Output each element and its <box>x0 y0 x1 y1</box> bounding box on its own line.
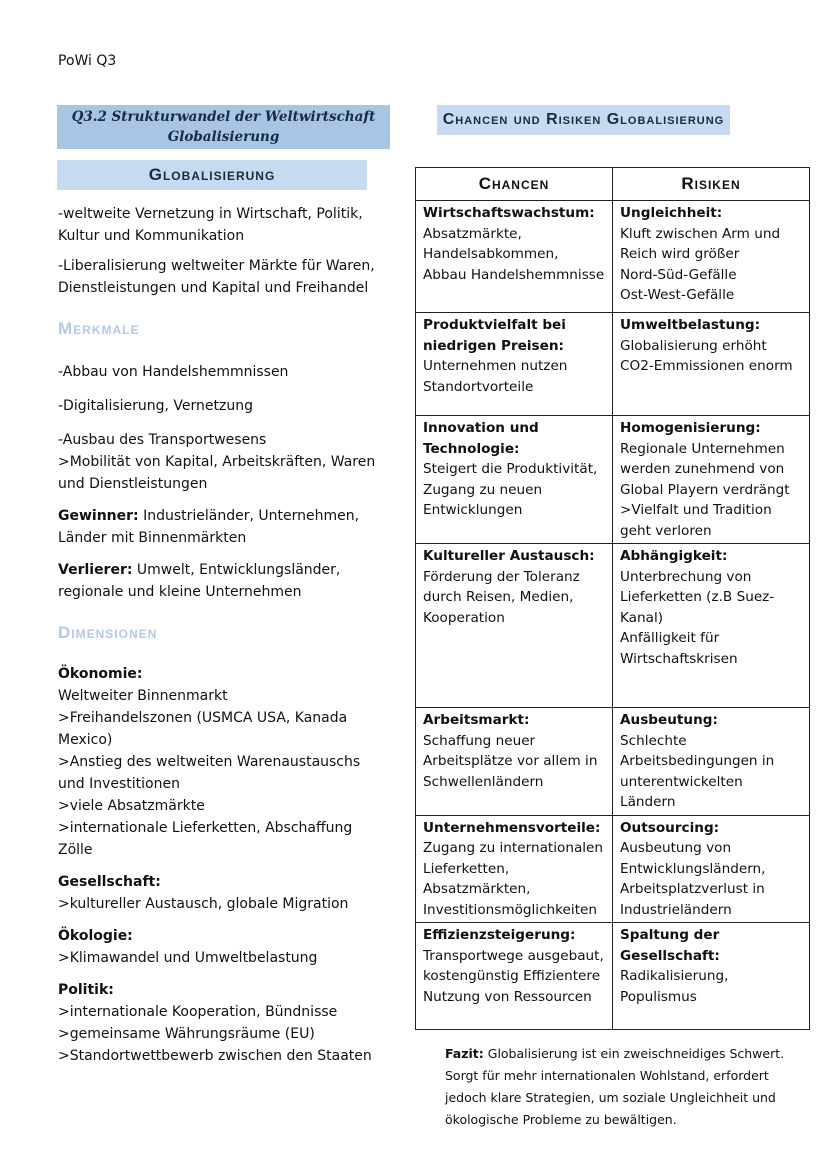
risk-cell <box>613 313 810 416</box>
risk-cell <box>613 201 810 313</box>
chance-title: Effizienzsteigerung: <box>423 927 576 943</box>
chance-text: Transportwege ausgebaut, kostengünstig Effizientere Nutzung von Ressourcen <box>423 947 604 1005</box>
chance-title: Unternehmensvorteile: <box>423 819 601 836</box>
main-title-box <box>57 105 390 149</box>
chance-text: Unternehmen nutzen Standortvorteile <box>423 358 568 395</box>
fazit-label: Fazit: <box>445 1046 484 1061</box>
risk-title: Ausbeutung: <box>620 712 718 728</box>
fazit-text: Globalisierung ist ein zweischneidiges Schwert. Sorgt für mehr internationalen Wohlstand, erfordert jedoch klare Strategien, um soziale Ungleichheit und ökologische Probleme zu bewältigen. <box>445 1046 785 1127</box>
chance-title: Arbeitsmarkt: <box>423 712 530 728</box>
risk-cell <box>613 416 810 544</box>
risk-cell <box>613 708 810 816</box>
dimension-line: >Standortwettbewerb zwischen den Staaten <box>58 1048 372 1064</box>
chance-cell <box>416 815 613 923</box>
left-column <box>58 203 388 1077</box>
table-row <box>416 923 810 1030</box>
chance-title: Produktvielfalt bei niedrigen Preisen: <box>423 317 566 354</box>
dimension-line: >viele Absatzmärkte <box>58 798 205 814</box>
risk-title: Outsourcing: <box>620 819 720 836</box>
chance-cell <box>416 923 613 1030</box>
risk-cell <box>613 544 810 708</box>
risk-text: Ausbeutung von Entwicklungsländern, Arbeitsplatzverlust in Industrieländern <box>620 840 766 918</box>
risk-text: Unterbrechung von Lieferketten (z.B Suez-Kanal) Anfälligkeit für Wirtschaftskrisen <box>620 568 775 667</box>
chance-cell <box>416 416 613 544</box>
dimension-line: >Freihandelszonen (USMCA USA, Kanada Mexico) <box>58 710 348 748</box>
dimension-block <box>58 663 388 861</box>
dimension-line: >gemeinsame Währungsräume (EU) <box>58 1026 315 1042</box>
gewinner-paragraph <box>58 505 388 549</box>
chance-cell <box>416 544 613 708</box>
dimension-label: Ökonomie: <box>58 666 143 682</box>
risk-title: Homogenisierung: <box>620 420 761 436</box>
risk-text: Radikalisierung, Populismus <box>620 968 729 1005</box>
risk-text: Regionale Unternehmen werden zunehmend von Global Playern verdrängt >Vielfalt und Tradition geht verloren <box>620 440 790 539</box>
chance-title: Wirtschaftswachstum: <box>423 205 595 221</box>
merkmal-item: >Mobilität von Kapital, Arbeitskräften, Waren und Dienstleistungen <box>58 454 376 492</box>
intro-paragraph: -Liberalisierung weltweiter Märkte für Waren, Dienstleistungen und Kapital und Freihandel <box>58 258 375 296</box>
merkmale-heading: Merkmale <box>58 319 140 338</box>
dimension-line: >internationale Kooperation, Bündnisse <box>58 1004 338 1020</box>
merkmal-item: -Abbau von Handelshemmnissen <box>58 364 289 380</box>
verlierer-text: Umwelt, Entwicklungsländer, regionale und kleine Unternehmen <box>58 562 341 600</box>
section-heading: Globalisierung <box>57 160 367 190</box>
chance-text: Zugang zu internationalen Lieferketten, Absatzmärkten, Investitionsmöglichkeiten <box>423 840 604 918</box>
chances-risks-table <box>415 167 810 1030</box>
verlierer-paragraph <box>58 559 388 603</box>
dimension-block <box>58 871 388 915</box>
chance-text: Absatzmärkte, Handelsabkommen, Abbau Handelshemmnisse <box>423 225 605 283</box>
risk-text: Schlechte Arbeitsbedingungen in unterentwickelten Ländern <box>620 732 775 810</box>
chance-text: Steigert die Produktivität, Zugang zu neuen Entwicklungen <box>423 461 598 518</box>
dimension-line: Weltweiter Binnenmarkt <box>58 688 228 704</box>
table-row <box>416 313 810 416</box>
table-row <box>416 544 810 708</box>
fazit <box>445 1043 785 1131</box>
page-header: PoWi Q3 <box>58 53 117 69</box>
dimension-block <box>58 925 388 969</box>
chance-title: Kultureller Austausch: <box>423 548 595 564</box>
table-row <box>416 416 810 544</box>
chance-text: Förderung der Toleranz durch Reisen, Medien, Kooperation <box>423 568 580 626</box>
column-header-risiken: Risiken <box>613 168 810 201</box>
table-title: Chancen und Risiken Globalisierung <box>437 105 730 135</box>
chance-cell <box>416 313 613 416</box>
risk-title: Abhängigkeit: <box>620 548 728 564</box>
table-row <box>416 708 810 816</box>
main-subtitle: Globalisierung <box>167 129 280 145</box>
risk-title: Spaltung der Gesellschaft: <box>620 927 720 964</box>
gewinner-label: Gewinner: <box>58 508 139 524</box>
gewinner-text: Industrieländer, Unternehmen, Länder mit Binnenmärkten <box>58 508 360 546</box>
table-row <box>416 815 810 923</box>
dimensions-list <box>58 663 388 1067</box>
merkmal-item: -Ausbau des Transportwesens <box>58 432 267 448</box>
risk-cell <box>613 815 810 923</box>
table-row <box>416 201 810 313</box>
dimension-label: Gesellschaft: <box>58 874 161 890</box>
risk-text: Kluft zwischen Arm und Reich wird größer Nord-Süd-Gefälle Ost-West-Gefälle <box>620 225 781 303</box>
dimension-label: Ökologie: <box>58 928 133 944</box>
chance-cell <box>416 201 613 313</box>
chance-text: Schaffung neuer Arbeitsplätze vor allem in Schwellenländern <box>423 732 598 790</box>
dimension-line: >kultureller Austausch, globale Migration <box>58 896 349 912</box>
chance-title: Innovation und Technologie: <box>423 420 539 457</box>
dimension-line: >Anstieg des weltweiten Warenaustauschs und Investitionen <box>58 754 361 792</box>
intro-paragraph: -weltweite Vernetzung in Wirtschaft, Politik, Kultur und Kommunikation <box>58 206 363 244</box>
dimensionen-heading: Dimensionen <box>58 623 158 642</box>
dimension-line: >internationale Lieferketten, Abschaffung Zölle <box>58 820 353 858</box>
verlierer-label: Verlierer: <box>58 562 133 578</box>
risk-title: Umweltbelastung: <box>620 317 761 333</box>
dimension-block <box>58 979 388 1067</box>
dimension-label: Politik: <box>58 982 114 998</box>
dimension-line: >Klimawandel und Umweltbelastung <box>58 950 318 966</box>
risk-title: Ungleichheit: <box>620 205 723 221</box>
risk-text: Globalisierung erhöht CO2-Emmissionen enorm <box>620 337 793 374</box>
merkmal-item: -Digitalisierung, Vernetzung <box>58 398 254 414</box>
main-title: Q3.2 Strukturwandel der Weltwirtschaft <box>71 109 376 125</box>
risk-cell <box>613 923 810 1030</box>
column-header-chancen: Chancen <box>416 168 613 201</box>
chance-cell <box>416 708 613 816</box>
